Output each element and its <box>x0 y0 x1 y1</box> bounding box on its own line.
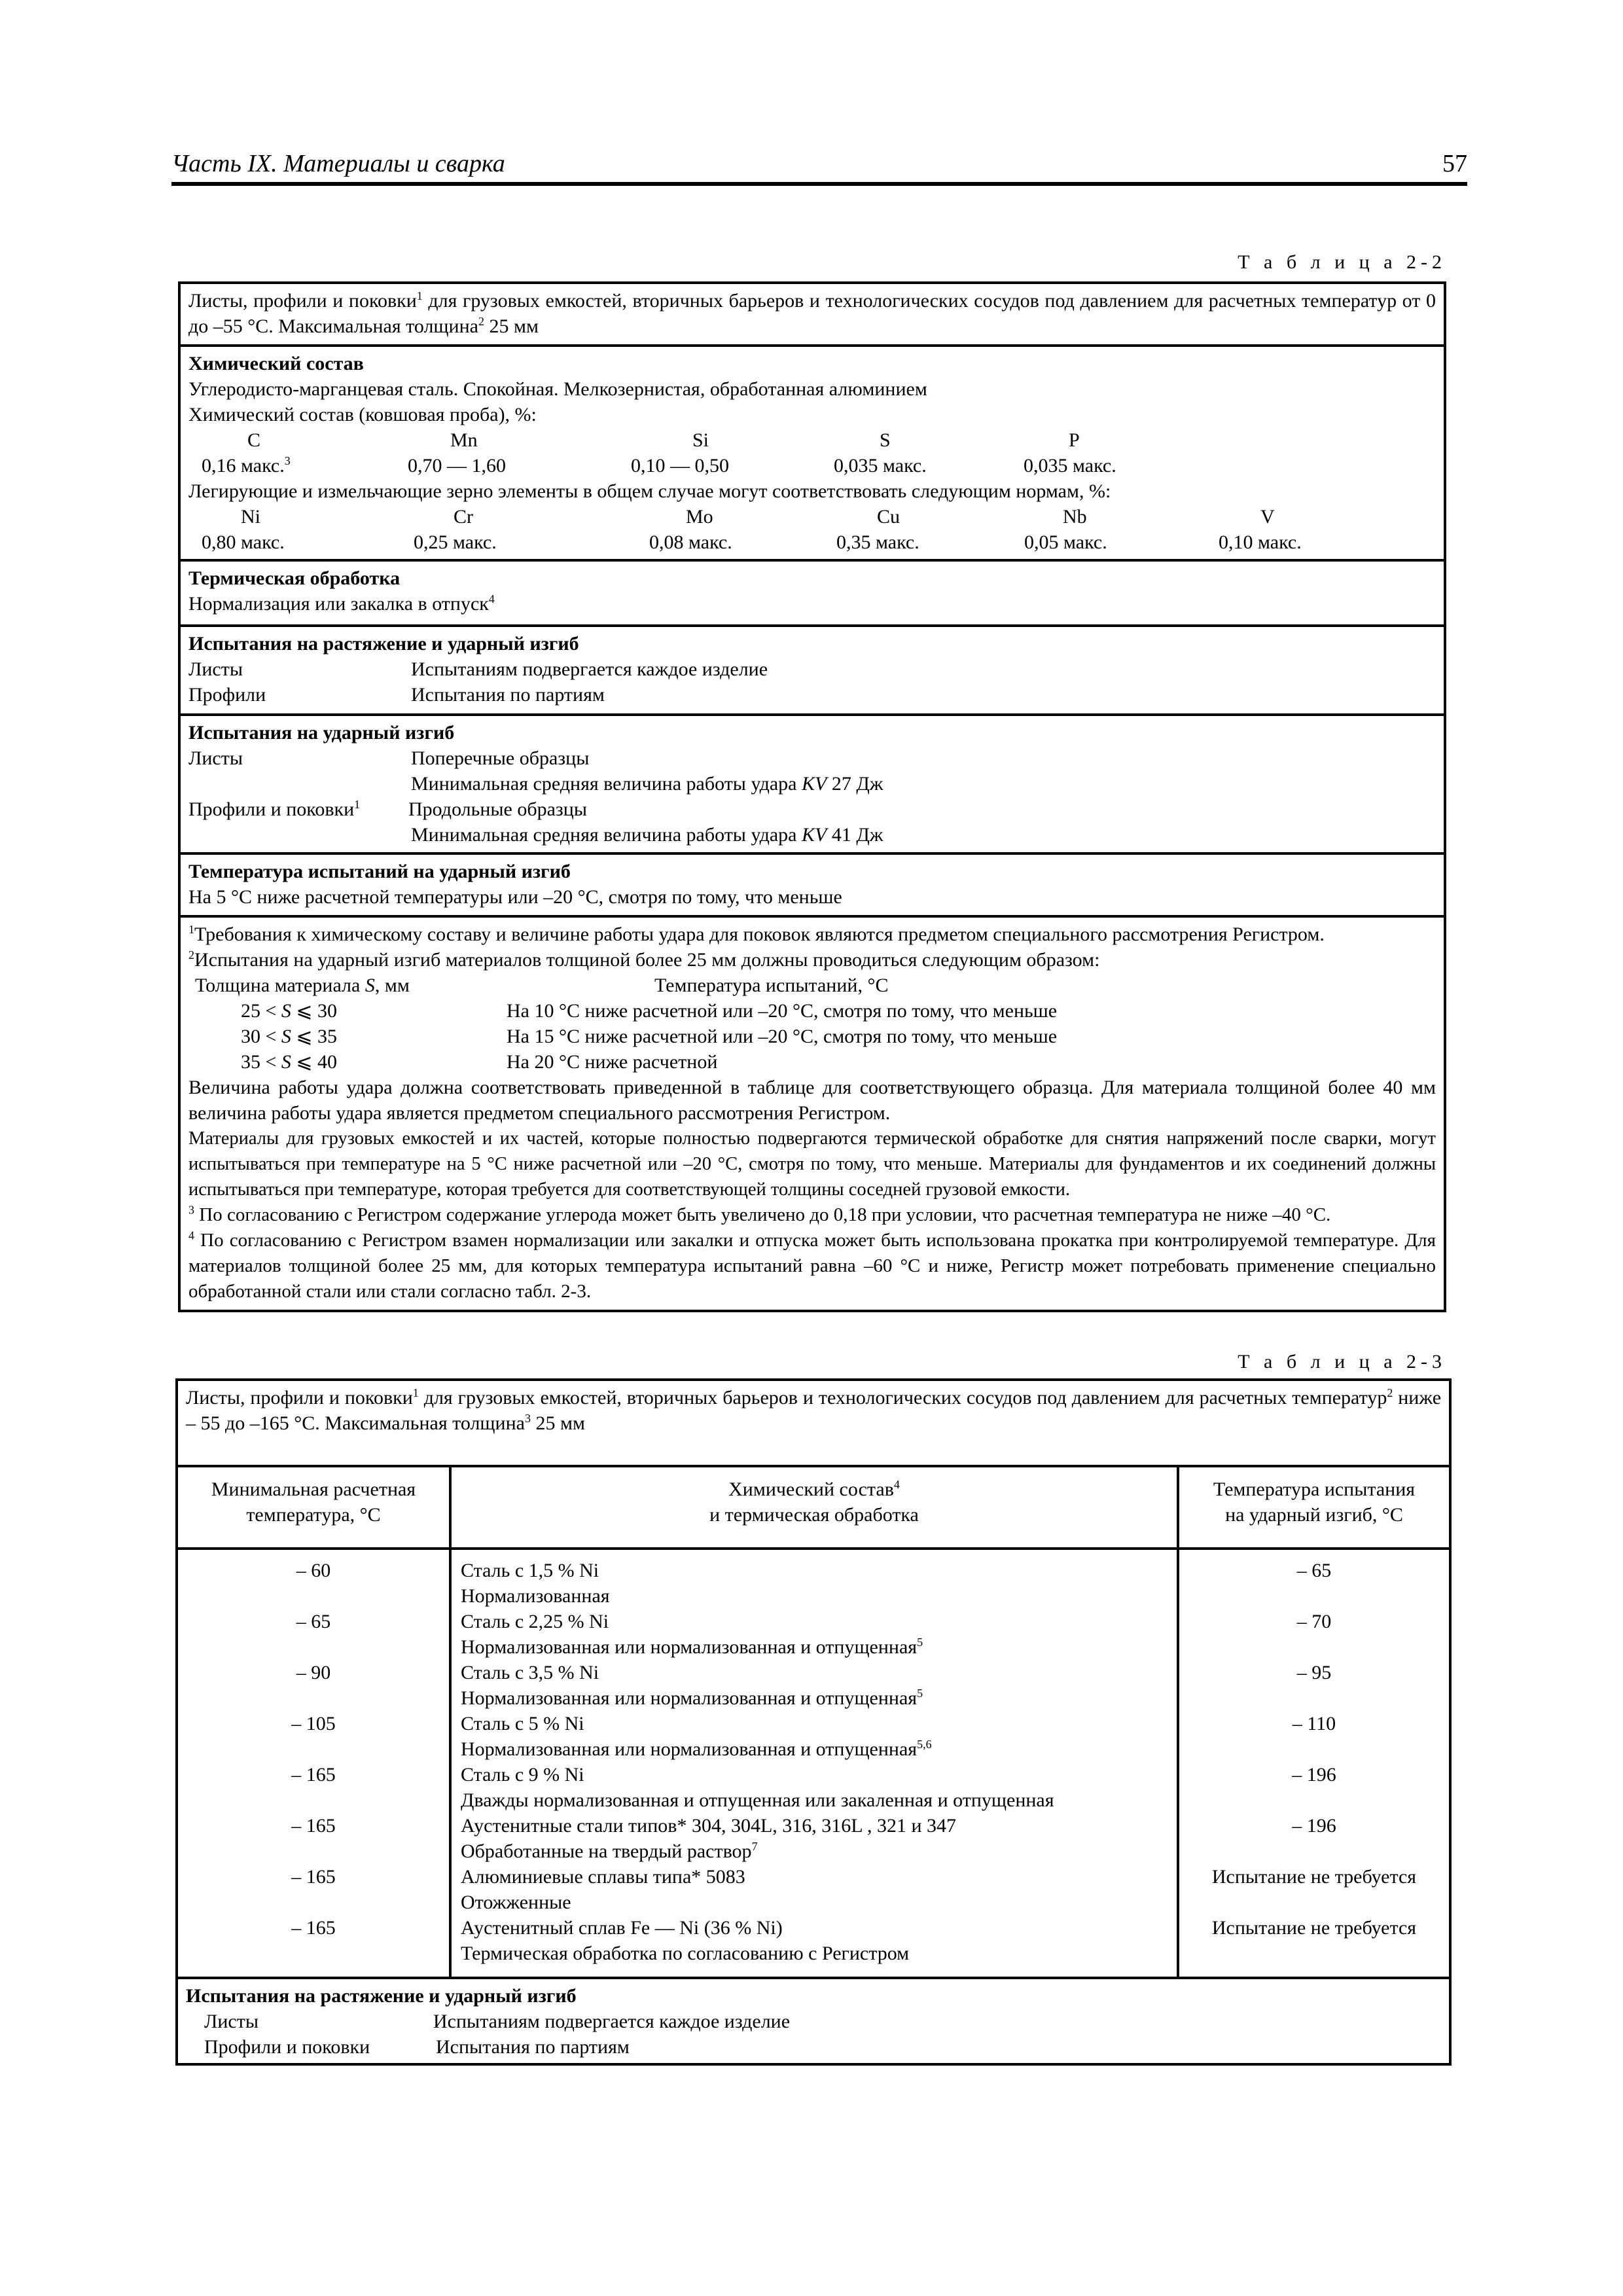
tensile-section <box>181 624 1444 713</box>
tensile-row: Листы Испытаниям подвергается каждое изделие <box>188 658 768 680</box>
column-impact-test-temperature <box>1179 1467 1449 1977</box>
page-number: 57 <box>1442 150 1467 177</box>
thickness-range-row: 35 < S ⩽ 40 На 20 °С ниже расчетной <box>241 1051 718 1073</box>
note-impact-energy: Величина работы удара должна соответствовать приведенной в таблице для соответствующего образца. Для материала толщиной более 40 мм величина работы удара является предметом специального рассмотрения Регистром. <box>188 1077 1436 1124</box>
note-4: $^4$ По согласованию с Регистром взамен нормализации или закалки и отпуска может быть использована прокатка при контролируемой температуре. Для материалов толщиной более 25 мм, для которых температура испытаний равна –60 °С и ниже, Регистр может потребовать применение специально обработанной стали или стали согласно табл. 2-3. <box>188 1229 1436 1302</box>
column-body: – 60 – 65 – 90 – 105 – 165 – 165 – 165 – 165 <box>291 1560 336 1939</box>
column-body: Сталь с 1,5 % Ni Нормализованная Сталь с 2,25 % Ni Нормализованная или нормализованная и отпущенная$^5$ Сталь с 3,5 % Ni Нормализованная или нормализованная и отпущенная$^5$ Сталь с 5 % Ni Нормализованная или нормализованная и отпущенная$^{5,6}$ Сталь с 9 % Ni Дважды нормализованная и отпущенная или закаленная и отпущенная Аустенитные стали типов* 304, 304L, 316, 316L , 321 и 347 Обработанные на твердый раствор$^7$ Алюминиевые сплавы типа* 5083 Отожженные Аустенитный сплав Fe — Ni (36 % Ni) Термическая обработка по согласованию с Регистром <box>461 1560 1054 1964</box>
chemistry-heading: Химический состав <box>188 353 364 374</box>
column-header: Температура испытания на ударный изгиб, °С <box>1179 1467 1449 1550</box>
column-header: Минимальная расчетная температура, °С <box>178 1467 449 1550</box>
table-2-3-tensile-section <box>178 1977 1449 2063</box>
note-1: $^1$Требования к химическому составу и величине работы удара для поковок являются предметом специального рассмотрения Регистром. <box>188 923 1325 945</box>
chemistry-section <box>181 344 1444 559</box>
chemistry-elements-row-2: Ni Cr Mo Cu Nb V <box>241 506 1275 528</box>
tensile-row: Профили и поковки Испытания по партиям <box>204 2036 630 2058</box>
table-2-2-caption: Т а б л и ц а 2-2 <box>1238 251 1446 273</box>
impact-section <box>181 713 1444 852</box>
column-composition-treatment <box>452 1467 1179 1977</box>
impact-heading: Испытания на ударный изгиб <box>188 722 455 744</box>
chemistry-values-row-2: 0,80 макс. 0,25 макс. 0,08 макс. 0,35 макс. 0,05 макс. 0,10 макс. <box>202 531 1302 553</box>
section-title: Часть IX. Материалы и сварка <box>171 150 505 177</box>
thickness-range-row: 25 < S ⩽ 30 На 10 °С ниже расчетной или –20 °С, смотря по тому, что меньше <box>241 1000 1058 1022</box>
test-temperature-section <box>181 852 1444 915</box>
chemistry-line-3: Легирующие и измельчающие зерно элементы в общем случае могут соответствовать следующим нормам, %: <box>188 480 1111 502</box>
chemistry-line-1: Углеродисто-марганцевая сталь. Спокойная. Мелкозернистая, обработанная алюминием <box>188 378 927 400</box>
chemistry-line-2: Химический состав (ковшовая проба), %: <box>188 404 537 425</box>
column-body: – 65 – 70 – 95 – 110 – 196 – 196 Испытание не требуется Испытание не требуется <box>1211 1560 1417 1939</box>
table-2-2-title: Листы, профили и поковки$^1$ для грузовых емкостей, вторичных барьеров и технологических сосудов под давлением для расчетных температур от 0 до –55 °С. Максимальная толщина$^2$ 25 мм <box>188 289 1436 337</box>
tensile-row: Листы Испытаниям подвергается каждое изделие <box>204 2011 791 2032</box>
impact-row: Листы Поперечные образцы <box>188 747 590 769</box>
test-temperature-heading: Температура испытаний на ударный изгиб <box>188 861 571 882</box>
impact-row: Минимальная средняя величина работы удара KV 41 Дж <box>411 824 883 846</box>
heat-treatment-section <box>181 559 1444 624</box>
impact-row: Минимальная средняя величина работы удара KV 27 Дж <box>411 773 883 795</box>
note-stress-relief: Материалы для грузовых емкостей и их частей, которые полностью подвергаются термической обработке для снятия напряжений после сварки, могут испытываться при температуре на 5 °С ниже расчетной или –20 °С, смотря по тому, что меньше. Материалы для фундаментов и их соединений должны испытываться при температуре, которая требуется для соответствующей толщины соседней грузовой емкости. <box>188 1128 1436 1200</box>
column-min-design-temperature <box>178 1467 452 1977</box>
heat-treatment-line: Нормализация или закалка в отпуск$^4$ <box>188 592 495 615</box>
table-2-3-grid <box>178 1465 1449 1977</box>
table-2-2 <box>178 281 1446 1312</box>
tensile-heading: Испытания на растяжение и ударный изгиб <box>188 633 579 655</box>
table-2-3-caption: Т а б л и ц а 2-3 <box>1238 1351 1446 1372</box>
running-head <box>171 143 1467 186</box>
note-2: $^2$Испытания на ударный изгиб материалов толщиной более 25 мм должны проводиться следующим образом: <box>188 948 1100 971</box>
chemistry-values-row-1: 0,16 макс.$^3$ 0,70 — 1,60 0,10 — 0,50 0,035 макс. 0,035 макс. <box>202 454 1116 476</box>
test-temperature-line: На 5 °С ниже расчетной температуры или –20 °С, смотря по тому, что меньше <box>188 886 842 908</box>
heat-treatment-heading: Термическая обработка <box>188 567 401 589</box>
thickness-range-row: 30 < S ⩽ 35 На 15 °С ниже расчетной или –20 °С, смотря по тому, что меньше <box>241 1026 1058 1047</box>
column-header: Химический состав$^4$ и термическая обработка <box>452 1467 1177 1550</box>
table-2-3 <box>175 1378 1452 2066</box>
tensile-heading: Испытания на растяжение и ударный изгиб <box>186 1985 577 2007</box>
tensile-row: Профили Испытания по партиям <box>188 684 605 706</box>
note-3: $^3$ По согласованию с Регистром содержание углерода может быть увеличено до 0,18 при условии, что расчетная температура не ниже –40 °С. <box>188 1203 1331 1225</box>
chemistry-elements-row-1: C Mn Si S P <box>247 429 1080 451</box>
impact-row: Профили и поковки$^1$ Продольные образцы <box>188 798 587 820</box>
table-2-3-title: Листы, профили и поковки$^1$ для грузовых емкостей, вторичных барьеров и технологических сосудов под давлением для расчетных температур$^2$ ниже – 55 до –165 °С. Максимальная толщина$^3$ 25 мм <box>186 1386 1442 1434</box>
notes-section <box>181 915 1444 1310</box>
thickness-header: Толщина материала S, мм Температура испытаний, °С <box>195 975 889 996</box>
